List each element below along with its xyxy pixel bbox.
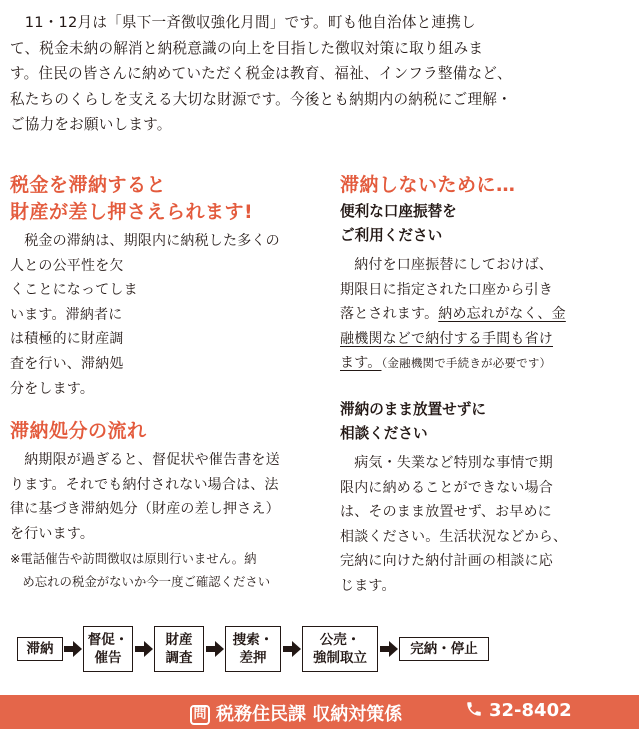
heading-line: 税金を滞納すると: [10, 174, 167, 196]
note-line: め忘れの税金がないか今一度ご確認ください: [10, 573, 271, 589]
body-line: [340, 327, 632, 352]
direct-debit-body: [340, 253, 632, 376]
body-text: 落とされます。: [340, 306, 439, 323]
flow-step-investigation: 財産 調査: [154, 626, 204, 672]
heading-line: 財産が差し押さえられます!: [10, 201, 254, 223]
flow-step-completion: 完納・停止: [399, 637, 489, 661]
subheading-line: 相談ください: [340, 424, 428, 442]
arrow-right-icon: [283, 641, 301, 657]
subheading-line: ご利用ください: [340, 227, 443, 244]
right-column: [340, 172, 632, 599]
body-line: 納期限が過ぎると、督促状や催告書を送: [10, 452, 280, 469]
process-body: [10, 448, 306, 546]
body-line: くことになってしま: [10, 282, 138, 299]
note-line: ※電話催告や訪問徴収は原則行いません。納: [10, 550, 257, 566]
contact-footer: [0, 695, 639, 729]
body-line: 人との公平性を欠: [10, 257, 124, 274]
procedure-note: （金融機関で手続きが必要です）: [381, 356, 552, 371]
body-line: 期限日に指定された口座から引き: [340, 281, 553, 298]
body-line: 相談ください。生活状況などから、: [340, 528, 568, 545]
body-line: を行います。: [10, 525, 95, 542]
intro-line: て、税金未納の解消と納税意識の向上を目指した徴収対策に取り組みま: [10, 39, 484, 57]
body-line: 完納に向けた納付計画の相談に応: [340, 553, 553, 570]
intro-line: ご協力をお願いします。: [10, 116, 172, 133]
body-line: 納付を口座振替にしておけば、: [340, 257, 553, 273]
note: [10, 547, 306, 593]
prevention-heading: 滞納しないために…: [340, 174, 516, 196]
body-line: 限内に納めることができない場合: [340, 479, 553, 496]
intro-line: 11・12月は「県下一斉徴収強化月間」です。町も他自治体と連携し: [10, 14, 476, 31]
department-name: 税務住民課 収納対策係: [216, 704, 403, 725]
flow-step-auction: 公売・ 強制取立: [302, 626, 378, 672]
body-line: は積極的に財産調: [10, 331, 124, 348]
body-line: 査を行い、滞納処: [10, 355, 124, 372]
flow-step-seizure: 捜索・ 差押: [225, 626, 281, 672]
underlined-text: 納め忘れがなく、金: [438, 306, 566, 323]
intro-paragraph: [10, 10, 630, 138]
consult-body: [340, 451, 632, 599]
body-line: [340, 351, 632, 376]
arrow-right-icon: [135, 641, 153, 657]
direct-debit-subheading: [340, 200, 632, 248]
process-flow-heading: 滞納処分の流れ: [10, 420, 147, 443]
intro-line: 私たちのくらしを支える大切な財源です。今後とも納期内の納税にご理解・: [10, 90, 512, 108]
body-line: 税金の滞納は、期限内に納税した多くの: [10, 233, 280, 249]
phone-icon: [465, 700, 483, 718]
process-flow-diagram: [17, 626, 633, 674]
underlined-text: ます。: [340, 355, 382, 372]
subheading-line: 便利な口座振替を: [340, 203, 457, 220]
subheading-line: 滞納のまま放置せずに: [340, 400, 486, 418]
arrow-right-icon: [64, 641, 82, 657]
body-line: じます。: [340, 577, 396, 594]
intro-line: す。住民の皆さんに納めていただく税金は教育、福祉、インフラ整備など、: [10, 65, 512, 82]
seizure-heading: [10, 172, 306, 226]
body-line: います。滞納者に: [10, 306, 123, 323]
arrow-right-icon: [380, 641, 398, 657]
body-line: 律に基づき滞納処分（財産の差し押さえ）: [10, 501, 280, 518]
flow-step-reminder: 督促・ 催告: [83, 626, 133, 672]
department: [190, 700, 402, 726]
body-line: ります。それでも納付されない場合は、法: [10, 476, 279, 493]
phone-number: 32-8402: [489, 700, 572, 721]
body-line: 病気・失業など特別な事情で期: [340, 454, 553, 471]
body-line: 分をします。: [10, 380, 95, 397]
flow-step-delinquency: 滞納: [17, 637, 63, 661]
inquiry-mark: 問: [190, 705, 210, 725]
phone: [465, 700, 572, 721]
underlined-text: 融機関などで納付する手間も省け: [340, 330, 553, 347]
seizure-body: [10, 229, 306, 401]
body-line: [340, 302, 632, 327]
consult-subheading: [340, 398, 632, 446]
body-line: は、そのまま放置せず、お早めに: [340, 504, 552, 521]
arrow-right-icon: [206, 641, 224, 657]
left-column: [10, 172, 306, 593]
